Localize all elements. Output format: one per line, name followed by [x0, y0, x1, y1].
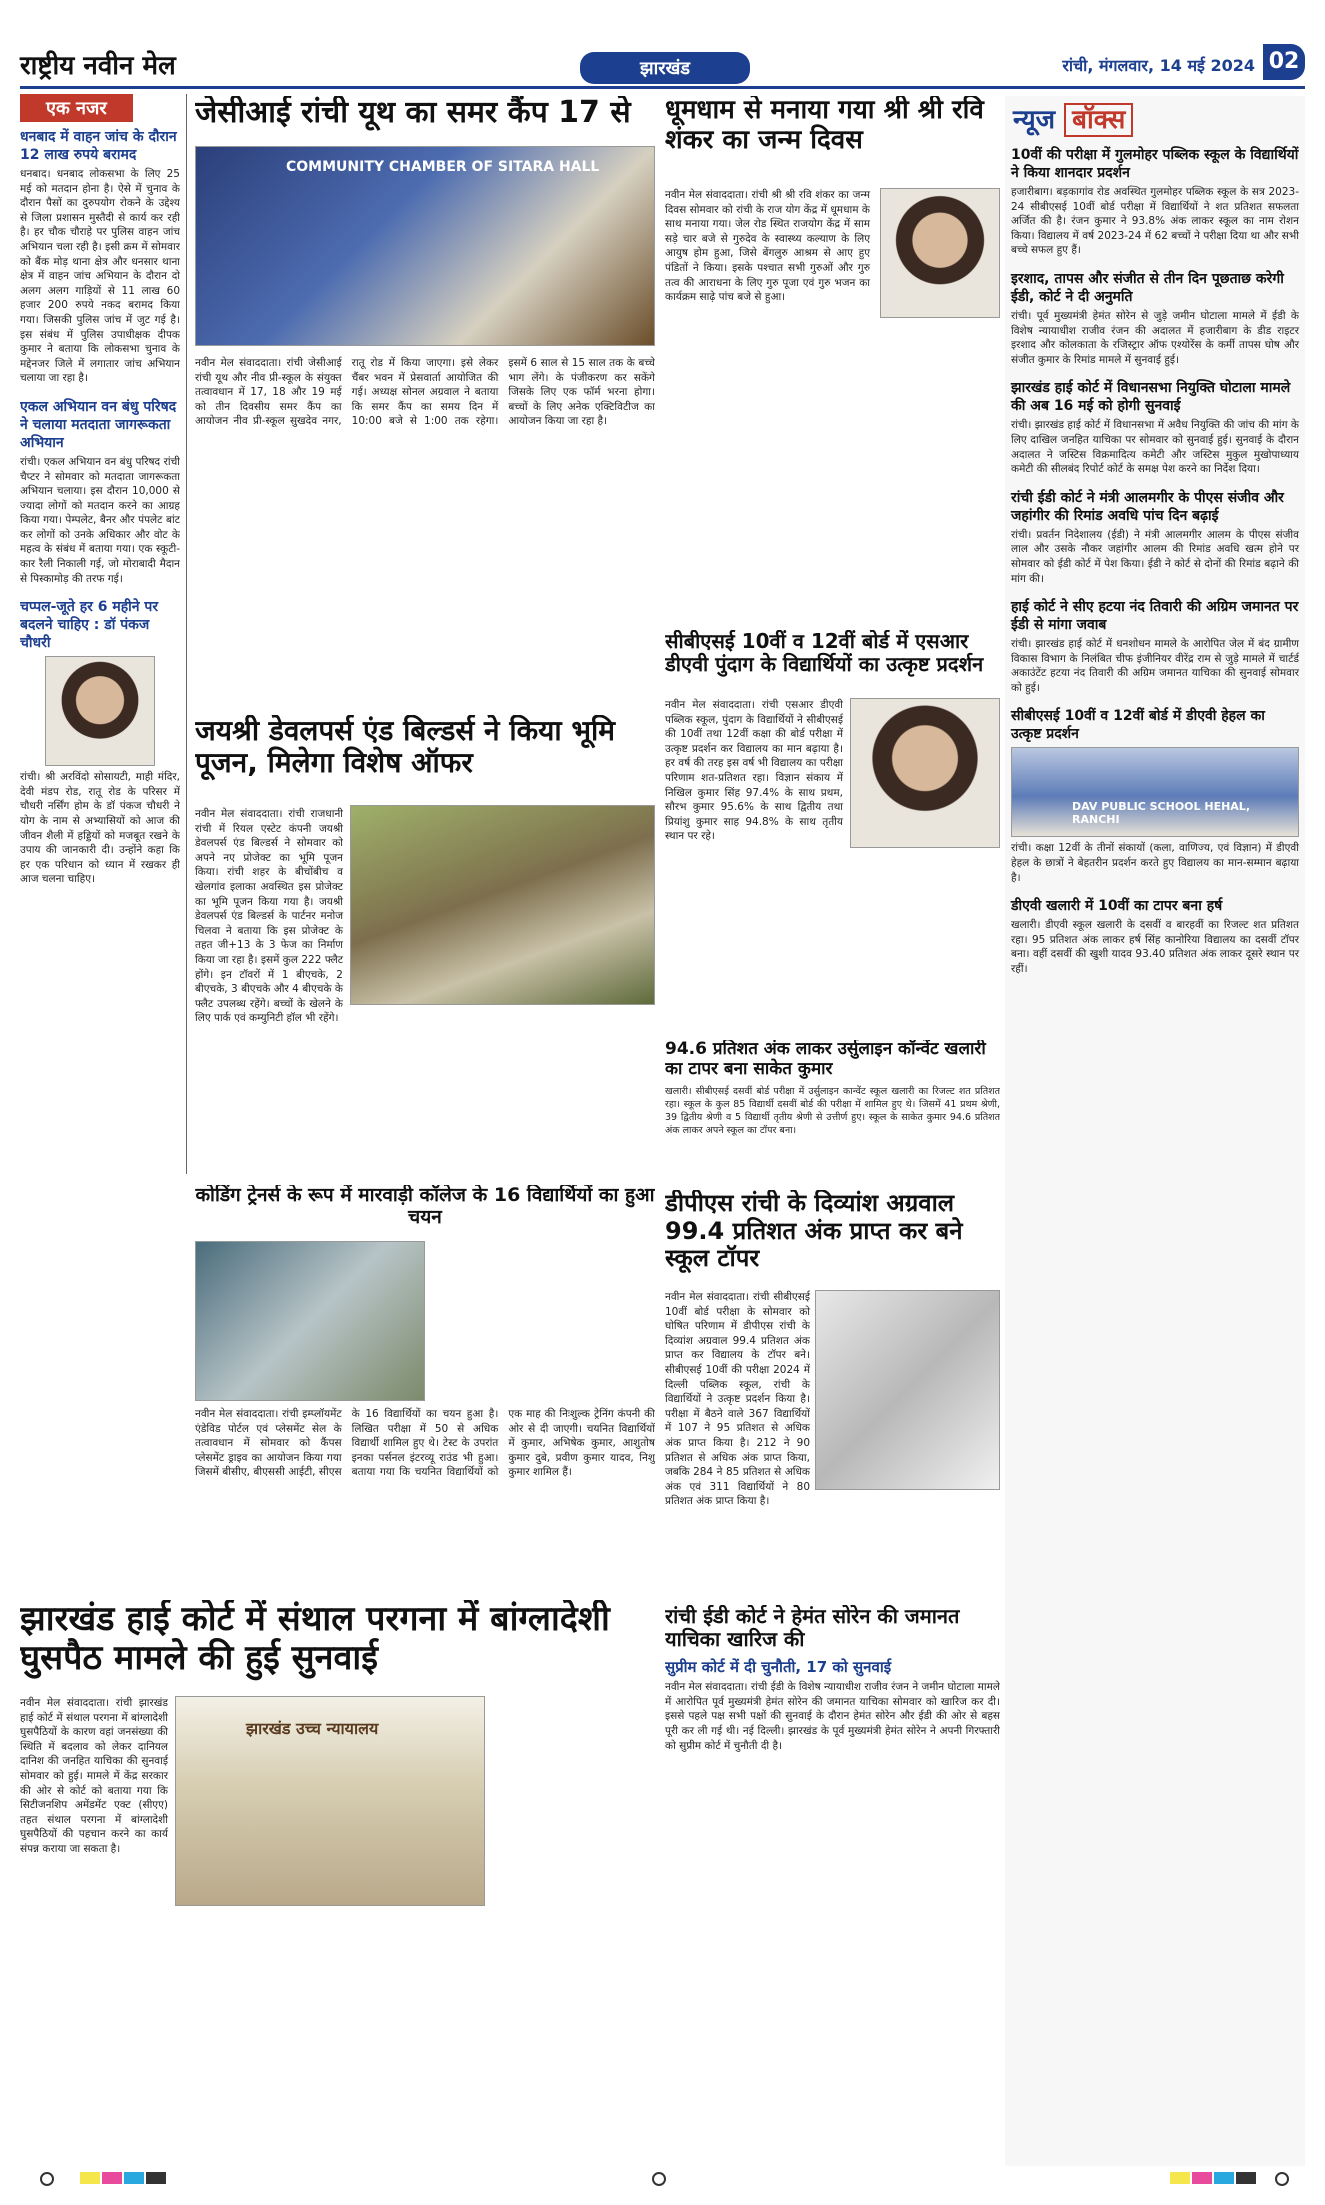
top-rule: [20, 86, 1305, 89]
coding-article: [195, 1185, 655, 1595]
doctor-photo: [45, 656, 155, 766]
jayshree-photo: [350, 805, 655, 1005]
cbse-dav-headline: सीबीएसई 10वीं व 12वीं बोर्ड में एसआर डीएवी पुंदाग के विद्यार्थियों का उत्कृष्ट प्रदर्शन: [665, 630, 984, 676]
brief-3-headline: चप्पल-जूते हर 6 महीने पर बदलने चाहिए : डॉ पंकज चौधरी: [20, 599, 159, 652]
swatch-yellow: [80, 2172, 100, 2184]
cbse-dav-body: नवीन मेल संवाददाता। रांची एसआर डीएवी पब्लिक स्कूल, पुंदाग के विद्यार्थियों ने सीबीएसई की 10वीं तथा 12वीं कक्षा की बोर्ड परीक्षा में उत्कृष्ट प्रदर्शन कर विद्यालय का मान बढ़ाया है। हर वर्ष की तरह इस वर्ष भी विद्यालय का परीक्षा परिणाम शत-प्रतिशत रहा। विज्ञान संकाय में निखिल कुमार सिंह 97.4% के साथ प्रथम, सौरभ कुमार 95.6% के साथ द्वितीय तथा प्रियांशु कुमार साह 94.8% के साथ तृतीय स्थान पर रहे।: [665, 699, 843, 843]
dav-hehal-photo: [1011, 747, 1299, 837]
masthead: [20, 46, 1305, 86]
paper-name: राष्ट्रीय नवीन मेल: [20, 51, 176, 81]
ed-hemant-subhead: सुप्रीम कोर्ट में दी चुनौती, 17 को सुनवाई: [665, 1658, 892, 1676]
sri-sri-body: नवीन मेल संवाददाता। रांची श्री श्री रवि शंकर का जन्म दिवस सोमवार को रांची के राज योग केंद्र में धूमधाम के साथ मनाया गया। जेल रोड स्थित राजयोग केंद्र में साम सड़े चार बजे से गुरुदेव के स्वास्थ्य कल्याण के लिए आयुष होम हुआ, जिसे बेंगलुरु आश्रम से आए हुए पंडितों ने किया। इसके पश्चात सभी गुरुओं और गुरु तत्व की आराधना के लिए गुरु पूजा एवं गुरु भजन का कार्यक्रम साढ़े पांच बजे से हुआ।: [665, 189, 870, 304]
dps-article: [665, 1190, 1000, 1590]
jayshree-article: [195, 715, 655, 1175]
hc-santhal-body: नवीन मेल संवाददाता। रांची झारखंड हाई कोर्ट में संथाल परगना में बांग्लादेशी घुसपैठियों के कारण वहां जनसंख्या की स्थिति में बदलाव को लेकर दानियल दानिश की जनहित याचिका की सुनवाई सोमवार को हुई। मामले में केंद्र सरकार की ओर से कोर्ट को बताया गया कि सिटीजनशिप अमेंडमेंट एक्ट (सीएए) तहत संथाल परगना में बांग्लादेशी घुसपैठियों की पहचान करने का कार्य संपन्न कराया जा सकता है।: [20, 1697, 168, 1855]
dateline: रांची, मंगलवार, 14 मई 2024: [1062, 56, 1255, 75]
newsbox-2-headline: इरशाद, तापस और संजीत से तीन दिन पूछताछ करेगी ईडी, कोर्ट ने दी अनुमति: [1011, 270, 1284, 305]
newsbox-6-headline: सीबीएसई 10वीं व 12वीं बोर्ड में डीएवी हेहल का उत्कृष्ट प्रदर्शन: [1011, 708, 1265, 743]
newsbox-4-headline: रांची ईडी कोर्ट ने मंत्री आलमगीर के पीएस संजीव और जहांगीर की रिमांड अवधि पांच दिन बढ़ाई: [1011, 489, 1284, 524]
swatch-magenta: [102, 2172, 122, 2184]
brief-2-headline: एकल अभियान वन बंधु परिषद ने चलाया मतदाता जागरूकता अभियान: [20, 398, 177, 451]
newsbox-5-headline: हाई कोर्ट ने सीए हटया नंद तिवारी की अग्रिम जमानत पर ईडी से मांगा जवाब: [1011, 599, 1299, 634]
newsbox-7-body: खलारी। डीएवी स्कूल खलारी के दसवीं व बारहवीं का रिजल्ट शत प्रतिशत रहा। 95 प्रतिशत अंक लाकर हर्ष सिंह कानोरिया विद्यालय का दसवीं टॉपर बना। वहीं दसवीं की खुशी यादव 93.40 प्रतिशत अंक लाकर दूसरे स्थान पर रहीं।: [1011, 919, 1299, 976]
news-box-title-2: बॉक्स: [1064, 103, 1133, 137]
jci-body: नवीन मेल संवाददाता। रांची जेसीआई रांची यूथ और नीव प्री-स्कूल के संयुक्त तत्वावधान में 17, 18 और 19 मई को तीन दिवसीय समर कैंप का आयोजन नीव प्री-स्कूल सुखदेव नगर, रातू रोड में किया जाएगा। इसे लेकर चैंबर भवन में प्रेसवार्ता आयोजित की गई। अध्यक्ष सोनल अग्रवाल ने बताया कि समर कैंप का समय दिन में 10:00 बजे से 1:00 तक रहेगा। इसमें 6 साल से 15 साल तक के बच्चे भाग लेंगे। के पंजीकरण कर सकेंगे जिसके लिए एक फॉर्म भरना होगा। बच्चों के लिए अनेक एक्टिविटीज का आयोजन किया जा रहा है।: [195, 357, 655, 428]
sri-sri-headline: धूमधाम से मनाया गया श्री श्री रवि शंकर का जन्म दिवस: [665, 96, 984, 155]
news-box: [1005, 96, 1305, 2166]
ed-hemant-article: [665, 1605, 1000, 2165]
swatch-black: [146, 2172, 166, 2184]
swatch-yellow-right: [1170, 2172, 1190, 2184]
saket-headline: 94.6 प्रतिशत अंक लाकर उर्सुलाइन कॉन्वेंट खलारी का टापर बना साकेत कुमार: [665, 1040, 986, 1079]
swatch-cyan: [124, 2172, 144, 2184]
dav-hehal-sign: DAV PUBLIC SCHOOL HEHAL, RANCHI: [1072, 800, 1250, 827]
news-box-title: [1005, 96, 1305, 140]
dps-body: नवीन मेल संवाददाता। रांची सीबीएसई 10वीं बोर्ड परीक्षा के सोमवार को घोषित परिणाम में डीपीएस रांची के दिव्यांश अग्रवाल 99.4 प्रतिशत अंक प्राप्त कर विद्यालय के टॉपर बने। सीबीएसई 10वीं की परीक्षा 2024 में दिल्ली पब्लिक स्कूल, रांची के विद्यार्थियों ने उत्कृष्ट प्रदर्शन किया है। परीक्षा में बैठने वाले 367 विद्यार्थियों में 107 ने 95 प्रतिशत से अधिक अंक प्राप्त किया है। 212 ने 90 प्रतिशत से अधिक अंक प्राप्त किया, जबकि 284 ने 85 प्रतिशत से अधिक अंक एवं 311 विद्यार्थियों ने 80 प्रतिशत अंक प्राप्त किया है।: [665, 1291, 810, 1508]
crop-mark-right: [1275, 2172, 1289, 2186]
court-sign: झारखंड उच्च न्यायालय: [246, 1719, 379, 1738]
principal-photo: [850, 698, 1000, 848]
jayshree-body: नवीन मेल संवाददाता। रांची राजधानी रांची में रियल एस्टेट कंपनी जयश्री डेवलपर्स एंड बिल्डर्स ने सोमवार को अपने नए प्रोजेक्ट का भूमि पूजन किया। रांची शहर के बीचोंबीच व खेलगांव इलाका अवस्थित इस प्रोजेक्ट का भूमि पूजन किया गया है। जयश्री डेवलपर्स एंड बिल्डर्स के पार्टनर मनोज चिलवा ने बताया कि इस प्रोजेक्ट के तहत जी+13 के 3 फेज का निर्माण किया जा रहा है। इसमें कुल 222 फ्लैट होंगे। इन टॉवरों में 1 बीएचके, 2 बीएचके, 3 बीएचके और 4 बीएचके के फ्लैट उपलब्ध रहेंगे। बच्चों के खेलने के लिए पार्क एवं कम्युनिटी हॉल भी रहेंगे।: [195, 808, 343, 1025]
print-color-bar: [20, 2172, 1305, 2186]
jci-banner-text: COMMUNITY CHAMBER OF SITARA HALL: [286, 159, 600, 175]
swatch-magenta-right: [1192, 2172, 1212, 2184]
cbse-dav-article: [665, 630, 1000, 1030]
newsbox-4-body: रांची। प्रवर्तन निदेशालय (ईडी) ने मंत्री आलमगीर आलम के पीएस संजीव लाल और उसके नौकर जहांगीर आलम की रिमांड अवधि खत्म होने पर सोमवार को ईडी कोर्ट में पेश किया। ईडी ने कोर्ट से दोनों की रिमांड बढ़ाने की मांग की।: [1011, 528, 1299, 585]
swatch-black-right: [1236, 2172, 1256, 2184]
coding-headline: कोडिंग ट्रेनर्स के रूप में मारवाड़ी कॉलेज के 16 विद्यार्थियों का हुआ चयन: [195, 1185, 655, 1228]
court-photo: [175, 1696, 485, 1906]
ed-hemant-headline: रांची ईडी कोर्ट ने हेमंत सोरेन की जमानत याचिका खारिज की: [665, 1605, 960, 1651]
newsbox-1-headline: 10वीं की परीक्षा में गुलमोहर पब्लिक स्कूल के विद्यार्थियों ने किया शानदार प्रदर्शन: [1011, 147, 1299, 181]
crop-mark-center: [652, 2172, 666, 2186]
newsbox-3-body: रांची। झारखंड हाई कोर्ट में विधानसभा में अवैध नियुक्ति की जांच की मांग के लिए दाखिल जनहित याचिका पर सोमवार को सुनवाई हुई। सुनवाई के दौरान अदालत ने जस्टिस विक्रमादित्य कमेटी और जस्टिस मुकुल मुखोपाध्याय कमेटी की सीलबंद रिपोर्ट कोर्ट के समक्ष पेश करने का निर्देश दिया।: [1011, 419, 1299, 476]
sri-sri-photo: [880, 188, 1000, 318]
saket-article: [665, 1040, 1000, 1180]
brief-1-headline: धनबाद में वाहन जांच के दौरान 12 लाख रुपये बरामद: [20, 129, 177, 163]
newsbox-2-body: रांची। पूर्व मुख्यमंत्री हेमंत सोरेन से जुड़े जमीन घोटाला मामले में ईडी के विशेष न्यायाधीश राजीव रंजन की अदालत में हजारीबाग के डीड राइटर इरशाद और कोलकाता के रजिस्ट्रार ऑफ एश्योरेंस के कर्मी तापस घोष और संजीत कुमार के रिमांड मामले में सुनवाई हुई।: [1011, 309, 1299, 366]
dps-toppers-photo: [815, 1290, 1000, 1490]
news-box-title-1: न्यूज: [1013, 105, 1056, 135]
brief-2-body: रांची। एकल अभियान वन बंधु परिषद रांची चैप्टर ने सोमवार को मतदाता जागरूकता अभियान चलाया। इस दौरान 10,000 से ज्यादा लोगों को मतदान करने का आग्रह किया गया। पेम्पलेट, बैनर और पंपलेट बांट कर लोगों को उनके अधिकार और वोट के महत्व के संबंध में बताया गया। एक स्कूटी-कार रैली निकाली गई, जो मोराबादी मैदान से पिस्कामोड़ की तरफ गई।: [20, 455, 180, 585]
newsbox-7-headline: डीएवी खलारी में 10वीं का टापर बना हर्ष: [1011, 898, 1223, 915]
newsbox-3-headline: झारखंड हाई कोर्ट में विधानसभा नियुक्ति घोटाला मामले की अब 16 मई को होगी सुनवाई: [1011, 380, 1291, 415]
crop-mark-left: [40, 2172, 54, 2186]
section-label: झारखंड: [580, 52, 750, 84]
saket-body: खलारी। सीबीएसई दसवीं बोर्ड परीक्षा में उर्सुलाइन कान्वेंट स्कूल खलारी का रिजल्ट शत प्रतिशत रहा। स्कूल के कुल 85 विद्यार्थी दसवीं बोर्ड की परीक्षा में शामिल हुए थे। जिसमें 41 प्रथम श्रेणी, 39 द्वितीय श्रेणी व 5 विद्यार्थी तृतीय श्रेणी से उत्तीर्ण हुए। स्कूल के साकेत कुमार 94.6 प्रतिशत अंक लाकर अपने स्कूल का टॉपर बना।: [665, 1086, 1000, 1137]
coding-body: नवीन मेल संवाददाता। रांची इम्प्लॉयमेंट एंडेविड पोर्टल एवं प्लेसमेंट सेल के तत्वावधान में सोमवार को कैंपस प्लेसमेंट ड्राइव का आयोजन किया गया जिसमें बीसीए, बीएससी आईटी, सीएस के 16 विद्यार्थियों का चयन हुआ है। लिखित परीक्षा में 50 से अधिक विद्यार्थी शामिल हुए थे। टेस्ट के उपरांत इनका पर्सनल इंटरव्यू राउंड भी हुआ। बताया गया कि चयनित विद्यार्थियों को एक माह की निःशुल्क ट्रेनिंग कंपनी की ओर से दी जाएगी। चयनित विद्यार्थियों में कुमार, अभिषेक कुमार, आशुतोष कुमार दुबे, प्रवीण कुमार यादव, निशु कुमार शामिल हैं।: [195, 1408, 655, 1479]
dps-headline: डीपीएस रांची के दिव्यांश अग्रवाल 99.4 प्रतिशत अंक प्राप्त कर बने स्कूल टॉपर: [665, 1190, 963, 1273]
newsbox-1-body: हजारीबाग। बड़कागांव रोड अवस्थित गुलमोहर पब्लिक स्कूल के सत्र 2023-24 सीबीएसई 10वीं बोर्ड परीक्षा में विद्यार्थियों ने शत प्रतिशत सफलता अर्जित की है। रंजन कुमार ने 93.8% अंक लाकर स्कूल का नाम रोशन किया। विद्यालय में वर्ष 2023-24 में 62 बच्चों ने परीक्षा दिया था और सभी बच्चे सफल हुए हैं।: [1011, 186, 1299, 257]
ed-hemant-body: नवीन मेल संवाददाता। रांची ईडी के विशेष न्यायाधीश राजीव रंजन ने जमीन घोटाला मामले में आरोपित पूर्व मुख्यमंत्री हेमंत सोरेन की जमानत याचिका सोमवार को खारिज कर दी। इससे पहले पक्ष सभी पक्षों की सुनवाई के दौरान हेमंत सोरेन और ईडी की ओर से बहस पूरी कर ली गई थी। नई दिल्ली। झारखंड के पूर्व मुख्यमंत्री हेमंत सोरेन ने अपनी गिरफ्तारी को सुप्रीम कोर्ट में चुनौती दी है।: [665, 1681, 1000, 1752]
brief-1-body: धनबाद। धनबाद लोकसभा के लिए 25 मई को मतदान होना है। ऐसे में चुनाव के दौरान पैसों का दुरुपयोग रोकने के उद्देश्य से जिला प्रशासन मुस्तैदी से कार्य कर रही है। हर चौक चौराहे पर पुलिस वाहन जांच अभियान चला रही है। इसी क्रम में सोमवार को बैंक मोड़ थाना क्षेत्र और धनसार थाना क्षेत्र में वाहन जांच अभियान के दौरान दो अलग अलग गाड़ियों से 11 लाख 60 हजार 200 रुपये नकद बरामद किया गया। जिसकी पुलिस जांच में जुट गई है। इस संबंध में पुलिस उपाधीक्षक दीपक कुमार ने बताया कि लोकसभा चुनाव के मद्देनजर जिले में लगातार जांच अभियान चलाया जा रहा है।: [20, 168, 180, 385]
column-rule: [186, 94, 187, 1174]
coding-photo: [195, 1241, 425, 1401]
newsbox-5-body: रांची। झारखंड हाई कोर्ट में धनशोधन मामले के आरोपित जेल में बंद ग्रामीण विकास विभाग के निलंबित चीफ इंजीनियर वीरेंद्र राम से जुड़े मामले में चार्टर्ड अकाउंटेंट हटया नंद तिवारी की अग्रिम जमानत याचिका की सुनवाई सोमवार को हुई।: [1011, 638, 1299, 694]
jci-headline: जेसीआई रांची यूथ का समर कैंप 17 से: [195, 96, 631, 130]
brief-3-body: रांची। श्री अरविंदो सोसायटी, माही मंदिर, देवी मंडप रोड, रातू रोड के परिसर में चौधरी नर्सिंग होम के डॉ पंकज चौधरी ने योग के नाम से अभ्यासियों को आज की जीवन शैली में हड्डियों को मजबूत रखने के उपाय की जानकारी दी। उन्होंने कहा कि हर एक परिधान को ध्यान में रखकर ही आज चलना चाहिए।: [20, 771, 180, 886]
sri-sri-article: [665, 96, 1000, 696]
jayshree-headline: जयश्री डेवलपर्स एंड बिल्डर्स ने किया भूमि पूजन, मिलेगा विशेष ऑफर: [195, 715, 616, 780]
ek-nazar-tag: एक नजर: [20, 94, 133, 122]
jci-article: [195, 96, 655, 706]
page-number: 02: [1263, 44, 1305, 80]
hc-santhal-article: [20, 1600, 660, 2165]
newsbox-6-body: रांची। कक्षा 12वीं के तीनों संकायों (कला, वाणिज्य, एवं विज्ञान) में डीएवी हेहल के छात्रों ने बेहतरीन प्रदर्शन करते हुए विद्यालय का मान-सम्मान बढ़ाया है।: [1011, 842, 1299, 884]
jci-photo: [195, 146, 655, 346]
hc-santhal-headline: झारखंड हाई कोर्ट में संथाल परगना में बांग्लादेशी घुसपैठ मामले की हुई सुनवाई: [20, 1600, 610, 1679]
swatch-cyan-right: [1214, 2172, 1234, 2184]
